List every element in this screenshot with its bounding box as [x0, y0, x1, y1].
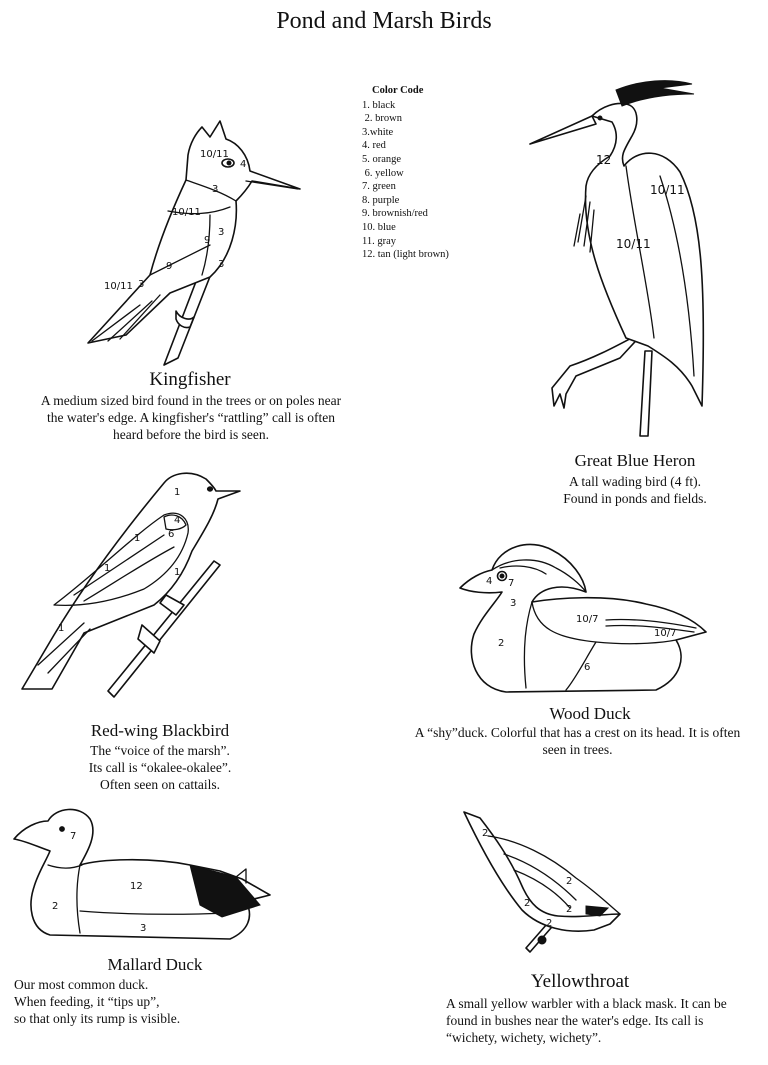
color-code-item: 9. brownish/red — [362, 208, 428, 220]
mallard-region-label: 2 — [52, 901, 59, 912]
kingfisher-name: Kingfisher — [149, 369, 231, 390]
kingfisher-description: A medium sized bird found in the trees or on poles near the water's edge. A kingfisher's “rattling” call is often heard before the bird is seen. — [40, 393, 342, 442]
color-code-item: 1. black — [362, 99, 396, 111]
wood-duck-illustration — [456, 538, 711, 698]
mallard-region-label: 7 — [70, 831, 77, 842]
blackbird-region-label: 6 — [168, 529, 175, 540]
heron-description-line: A tall wading bird (4 ft). — [569, 474, 701, 489]
mallard-region-label: 12 — [130, 881, 143, 892]
wood-duck-region-label: 4 — [486, 576, 493, 587]
blackbird-region-label: 1 — [58, 623, 65, 634]
blackbird-description-line: Often seen on cattails. — [100, 777, 220, 792]
color-code-item: 4. red — [362, 140, 386, 152]
mallard-description-line: When feeding, it “tips up”, — [14, 994, 160, 1009]
color-code-item: 8. purple — [362, 194, 400, 206]
yellowthroat-name: Yellowthroat — [530, 971, 630, 992]
heron-region-label: 10/11 — [650, 183, 685, 197]
yellowthroat-region-label: 2 — [546, 918, 553, 929]
kingfisher-region-label: 10/11 — [172, 207, 201, 218]
wood-duck-region-label: 10/7 — [576, 614, 599, 625]
yellowthroat-region-label: 2 — [566, 904, 573, 915]
yellowthroat-illustration — [458, 810, 638, 955]
blackbird-region-label: 1 — [174, 487, 181, 498]
kingfisher-region-label: 4 — [240, 159, 247, 170]
wood-duck-description: A “shy”duck. Colorful that has a crest on its head. It is often seen in trees. — [414, 725, 741, 757]
blackbird-region-label: 1 — [174, 567, 181, 578]
mallard-description-line: Our most common duck. — [14, 977, 149, 992]
blackbird-description-line: The “voice of the marsh”. — [90, 743, 230, 758]
blackbird-description-line: Its call is “okalee-okalee”. — [88, 760, 232, 775]
page-title: Pond and Marsh Birds — [276, 8, 492, 34]
kingfisher-region-label: 3 — [218, 227, 225, 238]
wood-duck-region-label: 10/7 — [654, 628, 677, 639]
color-code-title: Color Code — [372, 85, 424, 96]
kingfisher-region-label: 9 — [166, 261, 173, 272]
mallard-region-label: 3 — [140, 923, 147, 934]
yellowthroat-region-label: 2 — [566, 876, 573, 887]
blackbird-region-label: 1 — [104, 563, 111, 574]
heron-region-label: 12 — [596, 153, 612, 167]
wood-duck-region-label: 3 — [510, 598, 517, 609]
color-code-item: 5. orange — [362, 153, 402, 165]
heron-description-line: Found in ponds and fields. — [563, 491, 707, 506]
wood-duck-region-label: 7 — [508, 578, 515, 589]
mallard-illustration — [10, 805, 275, 950]
heron-name: Great Blue Heron — [574, 451, 696, 470]
yellowthroat-description: A small yellow warbler with a black mask. It can be found in bushes near the water's edge. Its call is “wichety, wichety, wichety”. — [446, 996, 727, 1045]
color-code-item: 12. tan (light brown) — [362, 249, 449, 261]
color-code-item: 3.white — [362, 126, 394, 138]
blackbird-name: Red-wing Blackbird — [90, 721, 230, 740]
heron-region-label: 10/11 — [616, 237, 651, 251]
mallard-name: Mallard Duck — [107, 955, 203, 974]
yellowthroat-region-label: 2 — [524, 898, 531, 909]
heron-illustration — [530, 76, 720, 436]
color-code-item: 6. yellow — [362, 167, 404, 179]
blackbird-illustration — [14, 465, 254, 700]
yellowthroat-region-label: 2 — [482, 828, 489, 839]
mallard-description-line: so that only its rump is visible. — [14, 1011, 181, 1026]
color-code-item: 7. green — [362, 181, 396, 193]
wood-duck-region-label: 6 — [584, 662, 591, 673]
blackbird-region-label: 1 — [134, 533, 141, 544]
kingfisher-region-label: 10/11 — [104, 281, 133, 292]
kingfisher-region-label: 10/11 — [200, 149, 229, 160]
blackbird-region-label: 4 — [174, 515, 181, 526]
color-code-item: 2. brown — [362, 113, 402, 125]
color-code-item: 11. gray — [362, 235, 397, 247]
kingfisher-region-label: 9 — [204, 235, 211, 246]
color-code-item: 10. blue — [362, 221, 396, 233]
kingfisher-region-label: 3 — [212, 184, 219, 195]
kingfisher-region-label: 3 — [218, 259, 225, 270]
kingfisher-illustration — [60, 115, 320, 365]
wood-duck-name: Wood Duck — [549, 704, 631, 723]
color-code-legend — [362, 84, 482, 262]
kingfisher-region-label: 3 — [138, 279, 145, 290]
wood-duck-region-label: 2 — [498, 638, 505, 649]
